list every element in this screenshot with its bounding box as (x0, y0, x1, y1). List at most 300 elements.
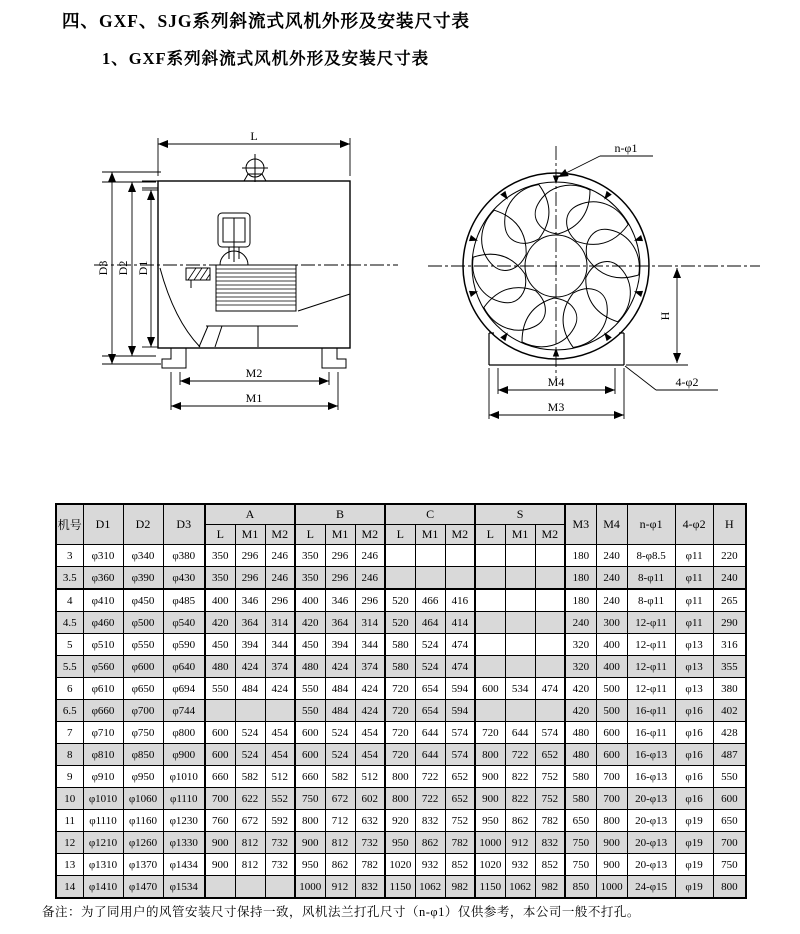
table-cell: 520 (385, 589, 415, 612)
table-cell: 487 (713, 744, 746, 766)
table-cell: 900 (475, 766, 505, 788)
table-cell: 982 (535, 876, 565, 899)
table-cell: 12-φ11 (627, 678, 675, 700)
table-cell: 850 (565, 876, 596, 899)
table-cell: 592 (265, 810, 295, 832)
table-cell (505, 545, 535, 567)
table-header (56, 504, 746, 545)
table-cell: φ16 (675, 722, 713, 744)
table-cell: 732 (355, 832, 385, 854)
dimension-table-wrap (55, 503, 747, 899)
table-cell: φ430 (163, 567, 205, 590)
table-cell: 932 (505, 854, 535, 876)
table-cell: 454 (265, 744, 295, 766)
table-cell: φ360 (83, 567, 123, 590)
motor (216, 265, 296, 311)
table-cell: 862 (505, 810, 535, 832)
table-cell: φ950 (123, 766, 163, 788)
table-row (56, 766, 746, 788)
table-cell: 512 (355, 766, 385, 788)
dim-label-L: L (250, 129, 258, 143)
table-cell: 8-φ11 (627, 589, 675, 612)
table-row (56, 722, 746, 744)
table-cell: 480 (205, 656, 235, 678)
table-cell: φ650 (123, 678, 163, 700)
table-cell: 240 (565, 612, 596, 634)
table-cell: φ744 (163, 700, 205, 722)
col-header-b-m2: M2 (355, 525, 385, 545)
table-cell: 180 (565, 567, 596, 590)
table-cell: 350 (295, 545, 325, 567)
table-row (56, 788, 746, 810)
table-cell: 732 (265, 832, 295, 854)
table-cell: φ13 (675, 656, 713, 678)
table-body (56, 545, 746, 899)
table-cell: φ1110 (163, 788, 205, 810)
table-cell: 296 (265, 589, 295, 612)
table-cell: 600 (205, 744, 235, 766)
table-cell: 644 (415, 722, 445, 744)
table-cell: φ1330 (163, 832, 205, 854)
table-cell: 950 (385, 832, 415, 854)
table-cell (205, 876, 235, 899)
sub-title: 1、GXF系列斜流式风机外形及安装尺寸表 (102, 49, 430, 68)
table-cell: φ16 (675, 700, 713, 722)
dim-label-n-phi1: n-φ1 (614, 141, 638, 155)
table-cell (475, 612, 505, 634)
col-header-a-l: L (205, 525, 235, 545)
dim-label-D1: D1 (136, 260, 150, 276)
table-cell (535, 589, 565, 612)
col-header-m4: M4 (596, 504, 627, 545)
table-cell: 524 (325, 722, 355, 744)
table-cell: 800 (475, 744, 505, 766)
table-cell: 800 (385, 788, 415, 810)
table-cell: φ1370 (123, 854, 163, 876)
table-cell: φ13 (675, 678, 713, 700)
table-cell: φ390 (123, 567, 163, 590)
table-cell: 5.5 (56, 656, 83, 678)
table-cell (505, 656, 535, 678)
table-cell: 290 (713, 612, 746, 634)
table-cell: φ610 (83, 678, 123, 700)
table-cell: 632 (355, 810, 385, 832)
col-header-s-m2: M2 (535, 525, 565, 545)
table-cell: 420 (295, 612, 325, 634)
table-cell: 800 (713, 876, 746, 899)
table-cell: 424 (355, 678, 385, 700)
table-cell: φ900 (163, 744, 205, 766)
table-cell: 700 (596, 788, 627, 810)
table-cell (205, 700, 235, 722)
table-cell: 9 (56, 766, 83, 788)
table-cell: 812 (325, 832, 355, 854)
table-cell: 654 (415, 700, 445, 722)
table-cell: 580 (385, 634, 415, 656)
table-cell: 424 (235, 656, 265, 678)
table-cell: 416 (445, 589, 475, 612)
table-cell: 752 (535, 788, 565, 810)
table-cell: 480 (565, 744, 596, 766)
table-cell: 180 (565, 589, 596, 612)
table-cell: 622 (235, 788, 265, 810)
table-cell: 402 (713, 700, 746, 722)
table-cell: 500 (596, 678, 627, 700)
table-cell: 5 (56, 634, 83, 656)
table-cell: 550 (295, 700, 325, 722)
table-cell: 660 (295, 766, 325, 788)
table-cell: φ340 (123, 545, 163, 567)
table-cell: φ11 (675, 567, 713, 590)
table-cell: 900 (205, 854, 235, 876)
table-cell: φ550 (123, 634, 163, 656)
table-cell: 832 (355, 876, 385, 899)
table-cell (505, 700, 535, 722)
table-cell: φ11 (675, 589, 713, 612)
table-cell: 602 (355, 788, 385, 810)
table-cell (535, 700, 565, 722)
table-cell (505, 567, 535, 590)
table-cell: 524 (235, 722, 265, 744)
table-cell: φ540 (163, 612, 205, 634)
table-cell: 552 (265, 788, 295, 810)
table-cell: 346 (325, 589, 355, 612)
table-cell: 12-φ11 (627, 634, 675, 656)
table-cell: 720 (475, 722, 505, 744)
table-cell: 344 (265, 634, 295, 656)
table-cell: 13 (56, 854, 83, 876)
table-cell: 600 (596, 744, 627, 766)
table-cell: 782 (535, 810, 565, 832)
table-cell: 20-φ13 (627, 832, 675, 854)
table-cell: 480 (295, 656, 325, 678)
table-cell: 1062 (505, 876, 535, 899)
table-cell: 862 (325, 854, 355, 876)
table-cell: 750 (713, 854, 746, 876)
table-cell: 524 (415, 656, 445, 678)
table-cell: 920 (385, 810, 415, 832)
table-cell: 474 (535, 678, 565, 700)
table-cell (505, 634, 535, 656)
table-cell: 296 (325, 567, 355, 590)
table-cell: 400 (205, 589, 235, 612)
table-cell (265, 876, 295, 899)
table-cell: φ1470 (123, 876, 163, 899)
table-cell: 484 (325, 700, 355, 722)
table-cell: φ19 (675, 810, 713, 832)
table-cell: 912 (325, 876, 355, 899)
table-cell: 712 (325, 810, 355, 832)
table-cell: 428 (713, 722, 746, 744)
table-cell: 300 (596, 612, 627, 634)
table-cell: 644 (505, 722, 535, 744)
table-cell (475, 567, 505, 590)
table-cell: 220 (713, 545, 746, 567)
table-cell (535, 612, 565, 634)
table-cell: φ1260 (123, 832, 163, 854)
table-cell: 574 (445, 722, 475, 744)
table-cell: 346 (235, 589, 265, 612)
table-cell: 752 (535, 766, 565, 788)
table-cell: φ1310 (83, 854, 123, 876)
table-cell (415, 567, 445, 590)
table-cell: 832 (535, 832, 565, 854)
col-header-4-phi2: 4-φ2 (675, 504, 713, 545)
table-cell: 16-φ13 (627, 766, 675, 788)
table-cell: φ640 (163, 656, 205, 678)
table-row (56, 656, 746, 678)
dim-label-M4: M4 (547, 375, 565, 389)
table-cell (475, 589, 505, 612)
table-cell: 912 (505, 832, 535, 854)
col-header-h: H (713, 504, 746, 545)
table-cell: 650 (565, 810, 596, 832)
col-header-s-m1: M1 (505, 525, 535, 545)
dim-label-D3: D3 (96, 260, 110, 276)
table-cell: 654 (415, 678, 445, 700)
table-cell: 594 (445, 678, 475, 700)
table-cell: 500 (596, 700, 627, 722)
table-cell: φ460 (83, 612, 123, 634)
table-cell: 464 (415, 612, 445, 634)
table-cell: φ13 (675, 634, 713, 656)
table-cell: 852 (535, 854, 565, 876)
table-cell: 720 (385, 700, 415, 722)
table-row (56, 700, 746, 722)
col-header-c-m2: M2 (445, 525, 475, 545)
table-cell: 832 (415, 810, 445, 832)
col-header-group-s: S (475, 504, 565, 525)
col-header-c-l: L (385, 525, 415, 545)
col-header-machine-no: 机号 (56, 504, 83, 545)
table-cell: 524 (325, 744, 355, 766)
table-cell (385, 545, 415, 567)
table-cell: 580 (565, 788, 596, 810)
table-cell: 296 (355, 589, 385, 612)
table-cell: 7 (56, 722, 83, 744)
table-cell: 650 (713, 810, 746, 832)
table-row (56, 612, 746, 634)
table-cell: 296 (235, 567, 265, 590)
col-header-c-m1: M1 (415, 525, 445, 545)
table-cell: 8 (56, 744, 83, 766)
table-cell: 720 (385, 744, 415, 766)
table-cell: 1020 (385, 854, 415, 876)
table-cell: 400 (295, 589, 325, 612)
table-cell: 12 (56, 832, 83, 854)
table-cell: 600 (713, 788, 746, 810)
table-cell: 454 (265, 722, 295, 744)
table-cell: 750 (565, 832, 596, 854)
table-cell: 20-φ13 (627, 810, 675, 832)
table-cell: 900 (205, 832, 235, 854)
table-cell (475, 700, 505, 722)
table-cell: 524 (415, 634, 445, 656)
table-cell: 246 (265, 567, 295, 590)
table-cell: 720 (385, 678, 415, 700)
table-cell: 474 (445, 656, 475, 678)
table-row (56, 589, 746, 612)
table-cell: φ800 (163, 722, 205, 744)
table-cell: 782 (355, 854, 385, 876)
table-cell (535, 634, 565, 656)
table-cell (505, 612, 535, 634)
table-cell: 240 (596, 545, 627, 567)
dim-label-D2: D2 (116, 260, 130, 276)
table-cell: φ1160 (123, 810, 163, 832)
table-cell: 320 (565, 656, 596, 678)
table-cell: φ1060 (123, 788, 163, 810)
table-cell: 246 (355, 545, 385, 567)
table-cell: φ1434 (163, 854, 205, 876)
col-header-d2: D2 (123, 504, 163, 545)
table-cell: 722 (415, 788, 445, 810)
table-cell: 520 (385, 612, 415, 634)
table-cell: 900 (596, 854, 627, 876)
table-cell: φ710 (83, 722, 123, 744)
table-cell (475, 656, 505, 678)
col-header-group-c: C (385, 504, 475, 525)
table-cell: 752 (445, 810, 475, 832)
table-row (56, 545, 746, 567)
table-cell: 550 (205, 678, 235, 700)
table-cell: 720 (385, 722, 415, 744)
table-cell: φ310 (83, 545, 123, 567)
table-cell: 822 (505, 788, 535, 810)
front-view-drawing (420, 128, 768, 422)
table-cell: 454 (355, 744, 385, 766)
table-cell: 732 (265, 854, 295, 876)
table-cell (235, 700, 265, 722)
table-cell: 420 (565, 700, 596, 722)
col-header-group-a: A (205, 504, 295, 525)
table-cell: 1000 (596, 876, 627, 899)
table-cell: 480 (565, 722, 596, 744)
table-cell: 12-φ11 (627, 656, 675, 678)
table-cell (445, 567, 475, 590)
table-cell: φ694 (163, 678, 205, 700)
table-cell: 652 (535, 744, 565, 766)
table-cell: φ810 (83, 744, 123, 766)
table-cell: 600 (295, 722, 325, 744)
table-cell: φ850 (123, 744, 163, 766)
table-cell: 750 (295, 788, 325, 810)
table-cell: 6 (56, 678, 83, 700)
table-row (56, 567, 746, 590)
dimension-table (55, 503, 747, 899)
table-cell: 800 (385, 766, 415, 788)
table-cell: φ1210 (83, 832, 123, 854)
table-cell: 900 (475, 788, 505, 810)
table-cell: 800 (295, 810, 325, 832)
table-cell: 16-φ13 (627, 744, 675, 766)
table-cell: 950 (475, 810, 505, 832)
table-cell: 424 (325, 656, 355, 678)
table-cell: φ1410 (83, 876, 123, 899)
table-cell: 862 (415, 832, 445, 854)
table-row (56, 634, 746, 656)
table-cell: 644 (415, 744, 445, 766)
table-cell: 652 (445, 788, 475, 810)
table-cell: 420 (565, 678, 596, 700)
table-cell: 296 (235, 545, 265, 567)
table-cell: 400 (596, 634, 627, 656)
col-header-b-l: L (295, 525, 325, 545)
table-cell (445, 545, 475, 567)
table-cell: 822 (505, 766, 535, 788)
col-header-d3: D3 (163, 504, 205, 545)
table-cell: φ450 (123, 589, 163, 612)
table-cell: φ510 (83, 634, 123, 656)
table-cell: 812 (235, 854, 265, 876)
main-title: 四、GXF、SJG系列斜流式风机外形及安装尺寸表 (62, 11, 471, 31)
table-cell: 350 (205, 545, 235, 567)
table-cell: 672 (235, 810, 265, 832)
table-cell (385, 567, 415, 590)
table-cell: 314 (355, 612, 385, 634)
table-cell: 700 (596, 766, 627, 788)
table-cell: 364 (235, 612, 265, 634)
table-cell: 582 (235, 766, 265, 788)
col-header-m3: M3 (565, 504, 596, 545)
table-cell: φ380 (163, 545, 205, 567)
table-cell: φ485 (163, 589, 205, 612)
col-header-s-l: L (475, 525, 505, 545)
table-cell: 722 (505, 744, 535, 766)
table-cell: φ11 (675, 612, 713, 634)
table-cell: 414 (445, 612, 475, 634)
table-cell: 484 (235, 678, 265, 700)
table-cell: 700 (205, 788, 235, 810)
table-cell: 400 (596, 656, 627, 678)
table-cell: 20-φ13 (627, 854, 675, 876)
col-header-a-m2: M2 (265, 525, 295, 545)
table-cell: 1150 (475, 876, 505, 899)
table-cell: 424 (355, 700, 385, 722)
dim-label-M3: M3 (547, 400, 565, 414)
table-cell: 782 (445, 832, 475, 854)
table-cell (475, 545, 505, 567)
table-cell: 11 (56, 810, 83, 832)
table-cell: φ16 (675, 744, 713, 766)
table-cell: 454 (355, 722, 385, 744)
col-header-b-m1: M1 (325, 525, 355, 545)
table-cell (535, 656, 565, 678)
table-cell: 24-φ15 (627, 876, 675, 899)
table-cell (535, 567, 565, 590)
table-cell: 852 (445, 854, 475, 876)
table-row (56, 832, 746, 854)
table-cell: φ910 (83, 766, 123, 788)
table-cell: φ1230 (163, 810, 205, 832)
table-cell: φ560 (83, 656, 123, 678)
table-cell (475, 634, 505, 656)
table-cell: 240 (713, 567, 746, 590)
table-row (56, 810, 746, 832)
table-cell: 484 (325, 678, 355, 700)
dim-label-H: H (658, 311, 672, 321)
table-cell: 355 (713, 656, 746, 678)
table-cell: 16-φ11 (627, 722, 675, 744)
footnote: 备注：为了同用户的风管安装尺寸保持一致，风机法兰打孔尺寸（n-φ1）仅供参考，本公司一般不打孔。 (42, 905, 640, 919)
table-cell: 314 (265, 612, 295, 634)
table-cell: φ1110 (83, 810, 123, 832)
table-cell: 466 (415, 589, 445, 612)
table-row (56, 854, 746, 876)
table-cell: 180 (565, 545, 596, 567)
table-cell: 900 (295, 832, 325, 854)
table-cell: φ600 (123, 656, 163, 678)
